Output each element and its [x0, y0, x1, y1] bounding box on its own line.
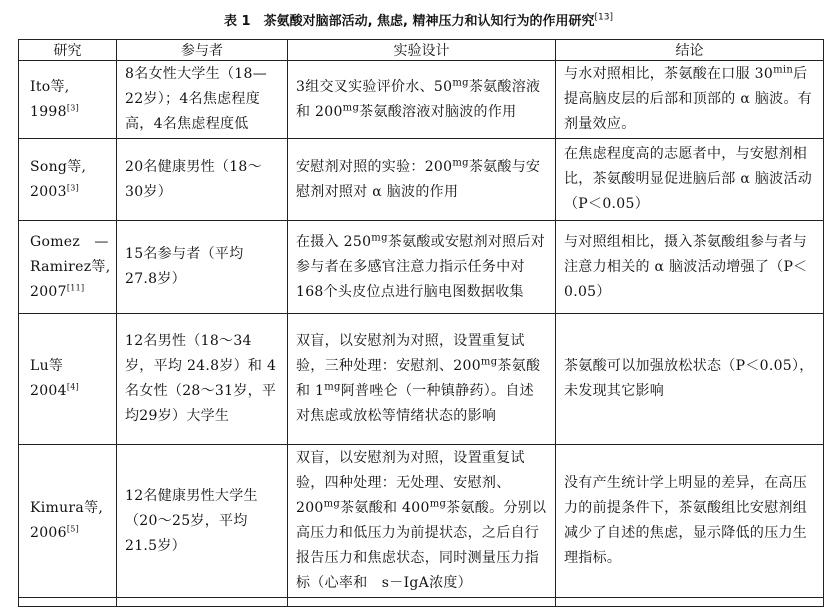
study-cell	[19, 314, 117, 445]
study-year: 2007	[30, 283, 67, 300]
study-name: Lu等	[30, 358, 64, 374]
study-name: Song等,	[30, 158, 87, 175]
design-cell	[288, 139, 556, 221]
header-design: 实验设计	[288, 40, 556, 61]
study-year: 2006	[30, 525, 67, 541]
design-text: 双盲，以安慰剂为对照，设置重复试验，三种处理：安慰剂、200	[296, 333, 525, 374]
table-title: 表 1 茶氨酸对脑部活动, 焦虑, 精神压力和认知行为的作用研究	[224, 14, 595, 29]
dose-unit: mg	[480, 356, 498, 368]
header-study: 研究	[19, 40, 117, 61]
design-cell	[288, 314, 556, 445]
conclusion-text: 后提高脑皮层的后部和顶部的 α 脑波。有剂量效应。	[564, 66, 813, 132]
conclusion-cell: 与对照组相比，摄入茶氨酸组参与者与注意力相关的 α 脑波活动增强了（P＜0.05）	[556, 221, 824, 314]
table-row	[19, 445, 824, 598]
participants-cell: 15名参与者（平均 27.8岁）	[117, 221, 288, 314]
conclusion-text: 与水对照相比，茶氨酸在口服 30	[564, 66, 774, 82]
study-cell	[19, 221, 117, 314]
table-row-partial	[19, 598, 824, 607]
study-name: Gomez —Ramirez等,	[30, 233, 111, 275]
table-row	[19, 61, 824, 139]
study-name: Kimura等,	[30, 500, 104, 516]
participants-cell: 8名女性大学生（18—22岁）；4名焦虑程度高，4名焦虑程度低	[117, 61, 288, 139]
dose-unit: mg	[323, 498, 341, 510]
design-text: 阿普唑仑（一种镇静药）。自述对焦虑或放松等情绪状态的影响	[296, 383, 534, 424]
dose-unit: mg	[371, 231, 388, 243]
study-name: Ito等,	[30, 78, 70, 95]
table-row	[19, 314, 824, 445]
participants-cell: 12名男性（18～34岁，平均 24.8岁）和 4名女性（28～31岁，平均29岁）大学生	[117, 314, 288, 445]
design-cell	[288, 221, 556, 314]
study-reference: [5]	[66, 524, 80, 534]
study-reference: [3]	[66, 182, 80, 192]
table-row	[19, 139, 824, 221]
conclusion-cell: 茶氨酸可以加强放松状态（P＜0.05），未发现其它影响	[556, 314, 824, 445]
empty-cell	[556, 598, 824, 607]
design-text: 茶氨酸和 400	[340, 500, 430, 516]
design-text: 茶氨酸。分别以高压力和低压力为前提状态，之后自行报告压力和焦虑状态，同时测量压力指标（心率和 s－IgA浓度）	[296, 500, 547, 591]
design-text: 茶氨酸和 1	[296, 358, 541, 399]
conclusion-cell	[556, 61, 824, 139]
study-cell	[19, 139, 117, 221]
design-text: 双盲，以安慰剂为对照，设置重复试验，四种处理：无处理、安慰剂、200	[296, 450, 525, 516]
header-row	[19, 40, 824, 61]
header-conclusion: 结论	[556, 40, 824, 61]
table-row	[19, 221, 824, 314]
study-year: 1998	[30, 103, 67, 120]
empty-cell	[288, 598, 556, 607]
empty-cell	[117, 598, 288, 607]
design-text: 3组交叉实验评价水、50	[296, 78, 453, 95]
dose-unit: mg	[342, 101, 360, 113]
header-participants: 参与者	[117, 40, 288, 61]
design-text: 在摄入 250	[296, 233, 372, 250]
design-cell	[288, 445, 556, 598]
participants-cell: 20名健康男性（18～30岁）	[117, 139, 288, 221]
design-text: 茶氨酸溶液对脑波的作用	[359, 103, 517, 120]
table-caption	[0, 10, 837, 29]
study-year: 2003	[30, 183, 67, 200]
study-reference: [4]	[66, 382, 80, 392]
dose-unit: mg	[429, 498, 447, 510]
caption-reference: [13]	[594, 12, 613, 23]
dose-unit: mg	[452, 156, 469, 168]
design-text: 茶氨酸或安慰剂对照后对参与者在多感官注意力指示任务中对168个头皮位点进行脑电图数据收集	[296, 233, 546, 300]
dose-unit: mg	[452, 76, 469, 88]
design-text: 安慰剂对照的实验：200	[296, 158, 453, 175]
study-reference: [11]	[66, 282, 85, 292]
study-reference: [3]	[66, 102, 80, 112]
study-cell	[19, 445, 117, 598]
design-cell	[288, 61, 556, 139]
conclusion-cell: 没有产生统计学上明显的差异，在高压力的前提条件下，茶氨酸组比安慰剂组减少了自述的焦虑，显示降低的压力生理指标。	[556, 445, 824, 598]
studies-table	[18, 39, 824, 607]
design-text: 茶氨酸与安慰剂对照对 α 脑波的作用	[296, 158, 541, 200]
time-unit: min	[773, 64, 794, 76]
study-cell	[19, 61, 117, 139]
empty-cell	[19, 598, 117, 607]
participants-cell: 12名健康男性大学生（20～25岁，平均 21.5岁）	[117, 445, 288, 598]
dose-unit: mg	[324, 381, 341, 393]
study-year: 2004	[30, 383, 67, 399]
design-text: 茶氨酸溶液和 200	[296, 78, 541, 120]
conclusion-cell: 在焦虑程度高的志愿者中，与安慰剂相比，茶氨酸明显促进脑后部 α 脑波活动（P＜0.05）	[556, 139, 824, 221]
